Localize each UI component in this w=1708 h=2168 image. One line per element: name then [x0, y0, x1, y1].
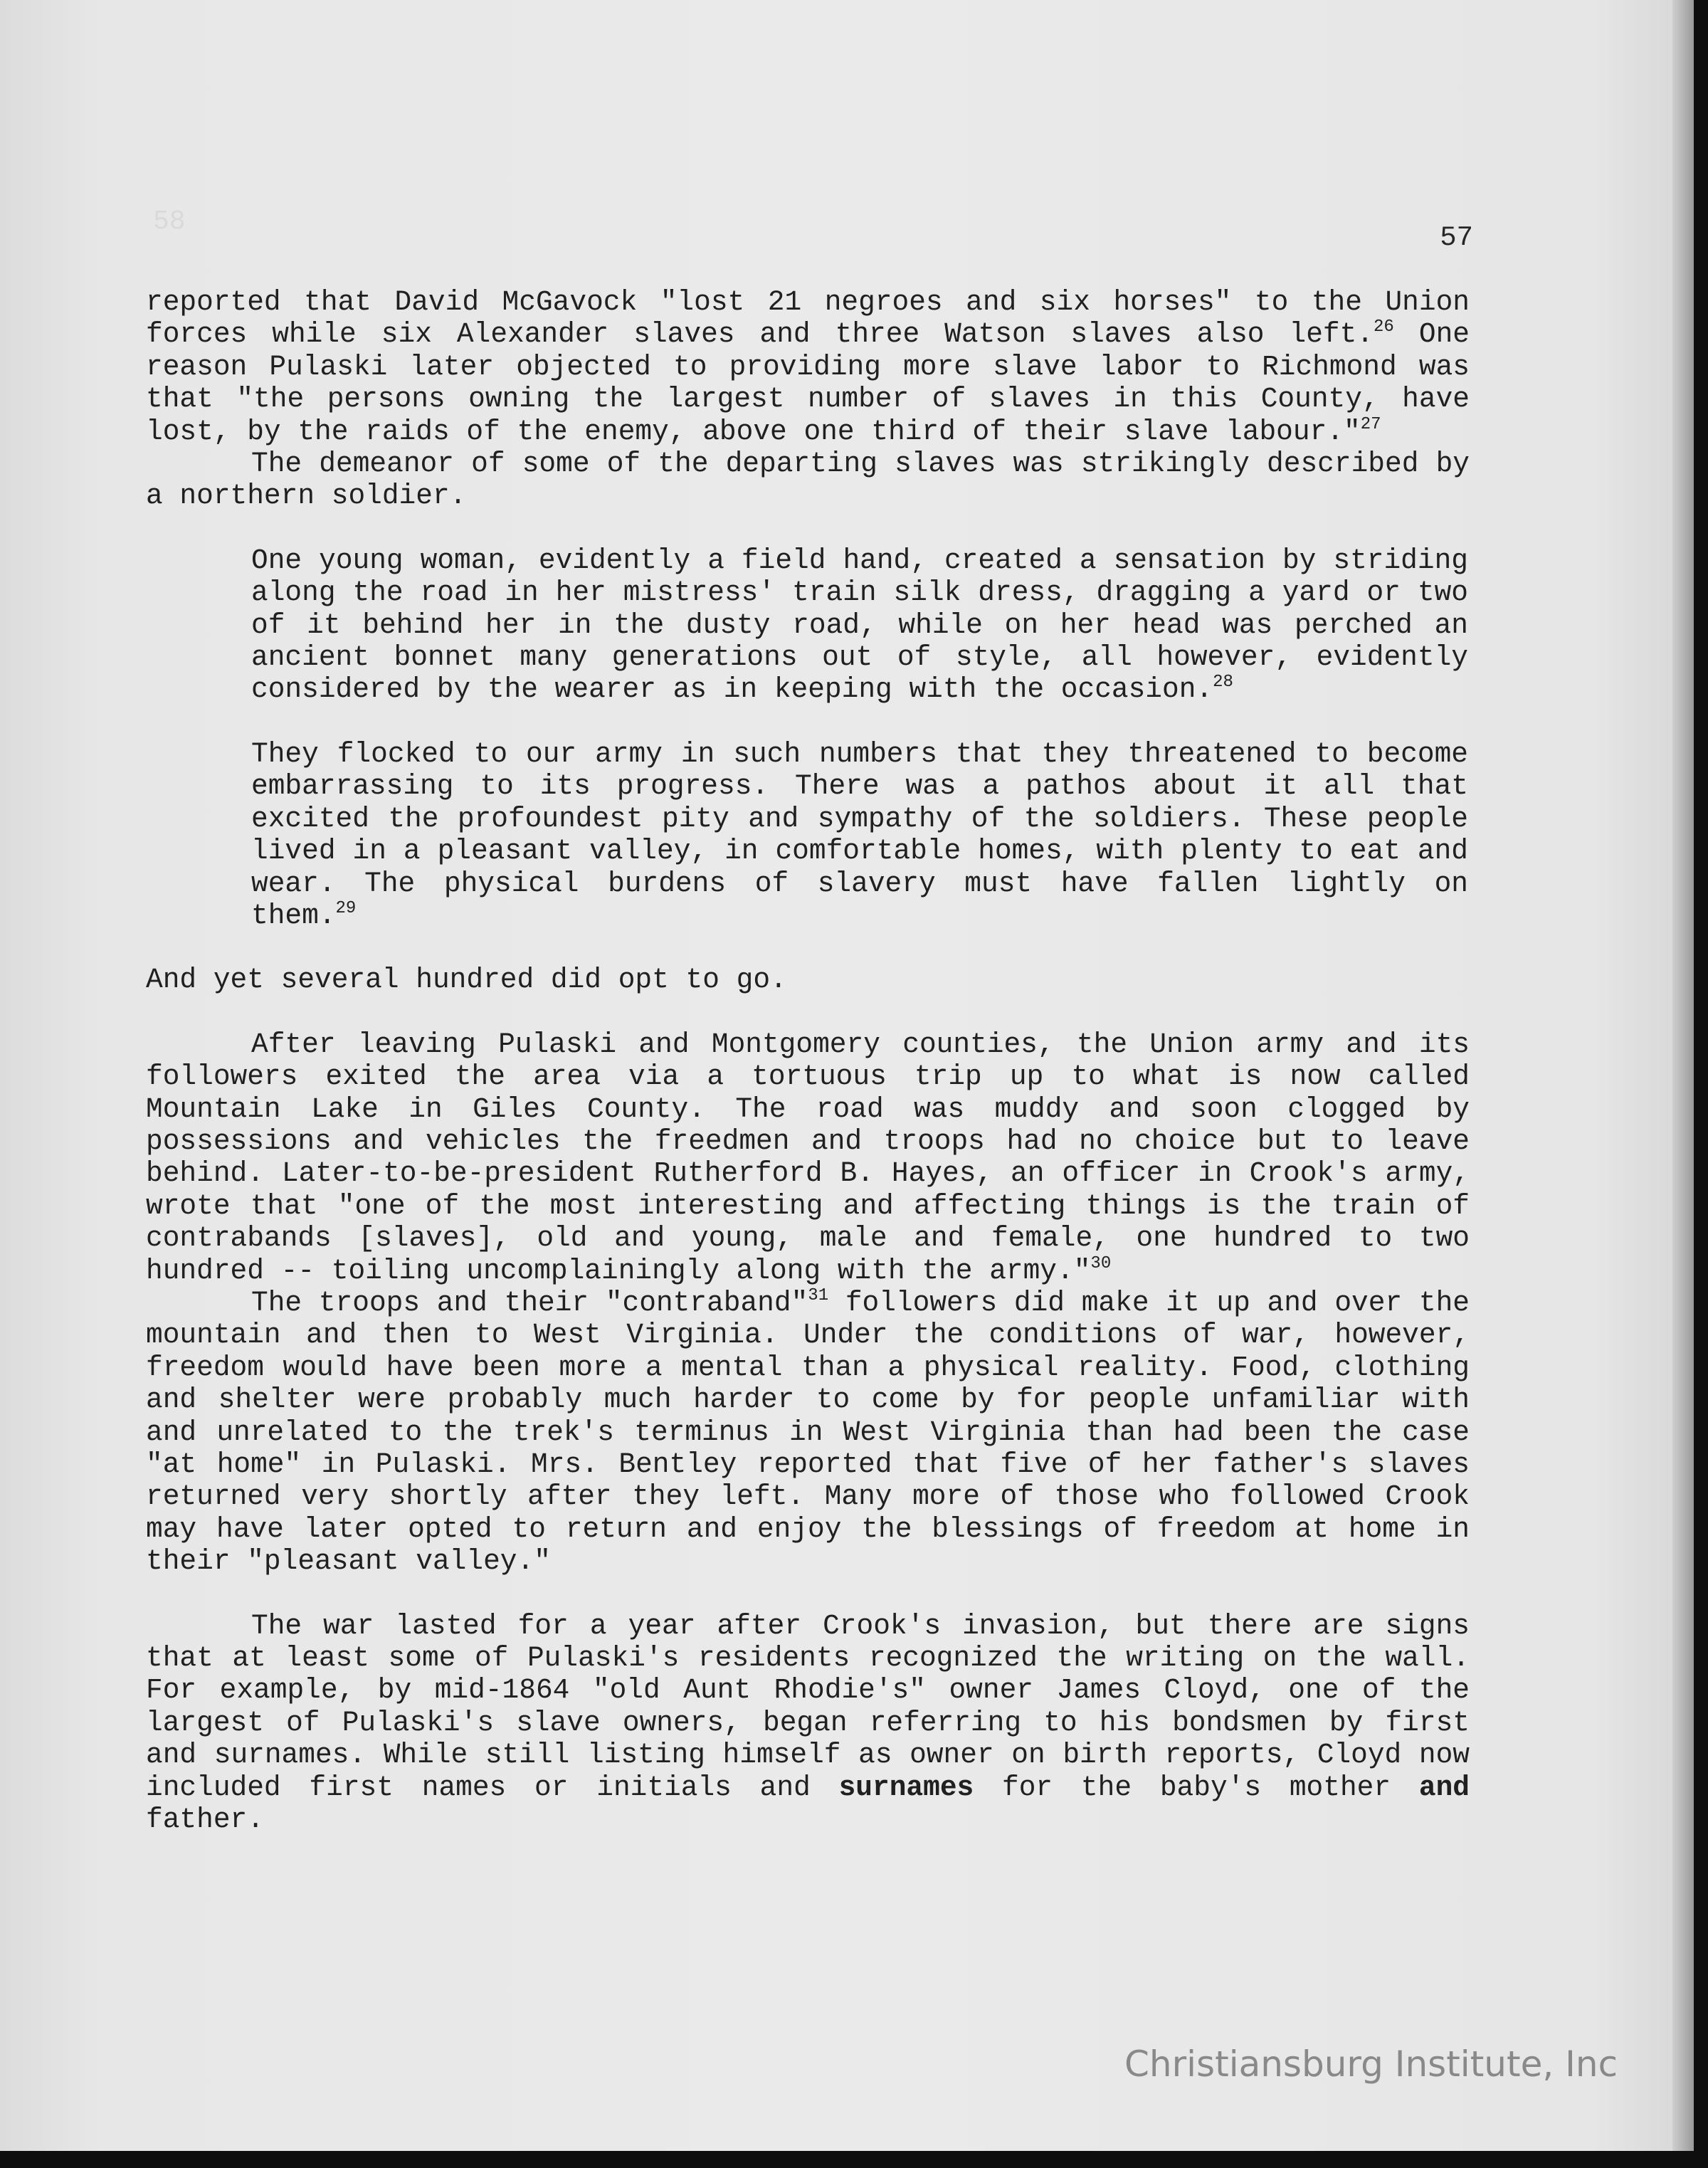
- paragraph-6-text-a: The war lasted for a year after Crook's invasion, but there are signs that at least some of Pulaski's residents recognized the writing on the wall. For example, by mid-1864 "old Aunt Rhodie's" owner James Cloyd, one of the largest of Pulaski's slave owners, began referring to his bondsmen by first and surnames. While still listing himself as owner on birth reports, Cloyd now included first names or initials and: [146, 1609, 1470, 1804]
- paragraph-6-text-b: for the baby's mother: [974, 1771, 1419, 1804]
- footnote-ref-28: 28: [1213, 673, 1233, 693]
- paragraph-4-text: After leaving Pulaski and Montgomery counties, the Union army and its followers exited the area via a tortuous trip up to what is now called Mountain Lake in Giles County. The road was muddy and soon clogged by possessions and vehicles the freedmen and troops had no choice but to leave behind. Later-to-be-president Rutherford B. Hayes, an officer in Crook's army, wrote that "one of the most interesting and affecting things is the train of contrabands [slaves], old and young, male and female, one hundred to two hundred -- toiling uncomplainingly along with the army.": [146, 1028, 1470, 1287]
- paragraph-2: The demeanor of some of the departing slaves was strikingly described by a northern soldier.: [146, 448, 1470, 512]
- paragraph-5-text-b: followers did make it up and over the mountain and then to West Virginia. Under the conditions of war, however, freedom would have been more a mental than a physical reality. Food, clothing and shelter were probably much harder to come by for people unfamiliar with and unrelated to the trek's terminus in West Virginia than had been the case "at home" in Pulaski. Mrs. Bentley reported that five of her father's slaves returned very shortly after they left. Many more of those who followed Crook may have later opted to return and enjoy the blessings of freedom at home in their "pleasant valley.": [146, 1286, 1470, 1578]
- footnote-ref-29: 29: [335, 898, 357, 918]
- block-quote-2-text: They flocked to our army in such numbers that they threatened to become embarrassing to its progress. There was a pathos about it all that excited the profoundest pity and sympathy of the soldiers. These people lived in a pleasant valley, in comfortable homes, with plenty to eat and wear. The physical burdens of slavery must have fallen lightly on them.: [251, 737, 1468, 932]
- paragraph-6: [146, 1610, 1470, 1836]
- bold-and: and: [1418, 1771, 1470, 1804]
- paragraph-4: [146, 1028, 1470, 1287]
- paragraph-1-text-b: One reason Pulaski later objected to providing more slave labor to Richmond was that "the persons owning the largest number of slaves in this County, have lost, by the raids of the enemy, above one third of their slave labour.": [146, 318, 1470, 448]
- block-quote-1-text: One young woman, evidently a field hand, created a sensation by striding along the road in her mistress' train silk dress, dragging a yard or two of it behind her in the dusty road, while on her head was perched an ancient bonnet many generations out of style, all however, evidently considered by the wearer as in keeping with the occasion.: [251, 544, 1468, 706]
- paragraph-3: And yet several hundred did opt to go.: [146, 964, 787, 996]
- bold-surnames: surnames: [838, 1771, 974, 1804]
- paragraph-1: [146, 286, 1470, 448]
- paragraph-5: [146, 1287, 1470, 1578]
- block-quote-1: [251, 544, 1468, 706]
- block-quote-2: [251, 738, 1468, 932]
- footnote-ref-27: 27: [1360, 414, 1381, 434]
- footnote-ref-26: 26: [1374, 317, 1394, 337]
- body-text: [146, 286, 1470, 1836]
- paragraph-5-text-a: The troops and their "contraband": [251, 1286, 808, 1319]
- paragraph-1-text-a: reported that David McGavock "lost 21 negroes and six horses" to the Union forces while six Alexander slaves and three Watson slaves also left.: [146, 286, 1470, 351]
- watermark: Christiansburg Institute, Inc: [1124, 2043, 1618, 2085]
- footnote-ref-31: 31: [808, 1285, 829, 1305]
- footnote-ref-30: 30: [1090, 1253, 1112, 1273]
- bleed-through-page-number: 58: [153, 206, 186, 237]
- paragraph-6-text-c: father.: [146, 1804, 264, 1836]
- page-edge-shadow: [1672, 0, 1694, 2151]
- page-number: 57: [1440, 222, 1473, 253]
